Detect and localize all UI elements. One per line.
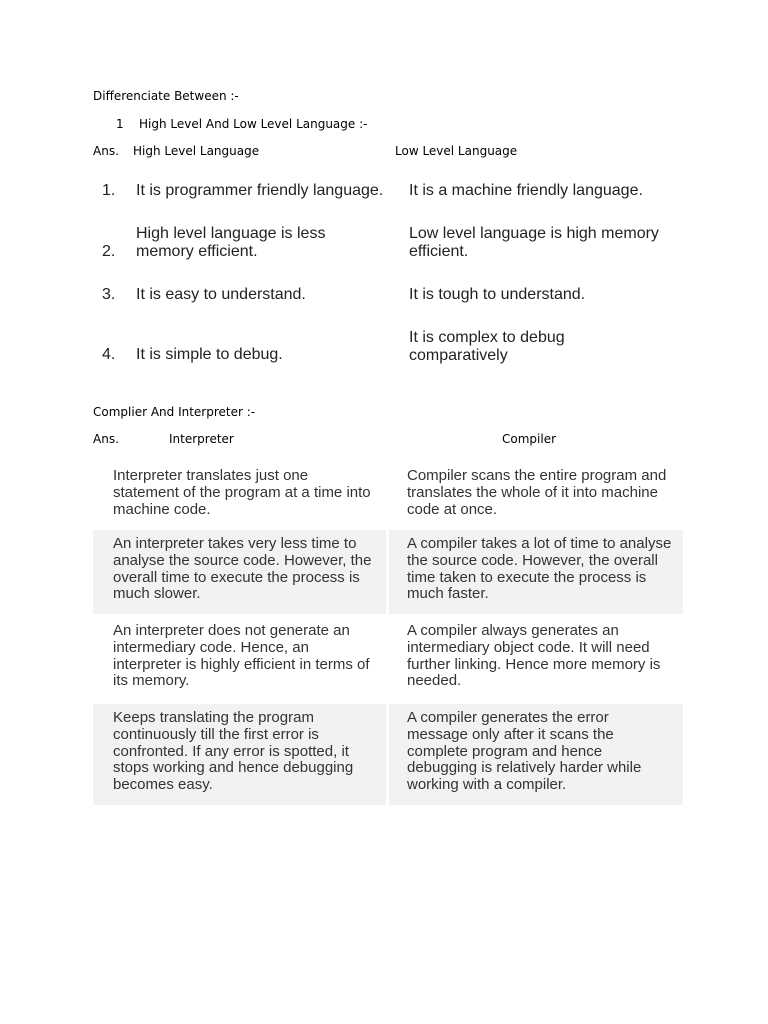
section1-column-header-high: High Level Language <box>133 144 260 158</box>
low-level-cell: It is a machine friendly language. <box>409 182 643 199</box>
high-level-cell: It is simple to debug. <box>136 346 283 363</box>
section2-ans-label: Ans. <box>93 432 119 446</box>
low-level-cell: It is complex to debug comparatively <box>409 329 565 364</box>
interpreter-cell: An interpreter does not generate an intermediary code. Hence, an interpreter is highly efficient in terms of its memory. <box>113 622 370 690</box>
row-number: 3. <box>102 286 116 303</box>
section1-ans-label: Ans. <box>93 144 119 158</box>
section2-column-header-compiler: Compiler <box>502 432 557 446</box>
compiler-cell: A compiler takes a lot of time to analyse the source code. However, the overall time taken to execute the process is much faster. <box>389 530 683 614</box>
section2-title: Complier And Interpreter :- <box>93 405 256 419</box>
high-level-cell: It is easy to understand. <box>136 286 306 303</box>
section1-title: High Level And Low Level Language :- <box>139 117 368 131</box>
compiler-cell: A compiler generates the error message only after it scans the complete program and hence debugging is relatively harder while working with a compiler. <box>389 704 683 805</box>
interpreter-cell: Keeps translating the program continuously till the first error is confronted. If any error is spotted, it stops working and hence debugging becomes easy. <box>93 704 386 805</box>
document-heading: Differenciate Between :- <box>93 89 239 103</box>
row-number: 1. <box>102 182 116 199</box>
interpreter-cell: An interpreter takes very less time to analyse the source code. However, the overall time to execute the process is much slower. <box>93 530 386 614</box>
row-number: 4. <box>102 346 116 363</box>
compiler-cell: Compiler scans the entire program and translates the whole of it into machine code at once. <box>407 467 667 518</box>
interpreter-cell: Interpreter translates just one statement of the program at a time into machine code. <box>113 467 371 518</box>
compiler-cell: A compiler always generates an intermediary object code. It will need further linking. Hence more memory is needed. <box>407 622 661 690</box>
section1-number: 1 <box>116 117 124 131</box>
section2-column-header-interpreter: Interpreter <box>169 432 234 446</box>
high-level-cell: It is programmer friendly language. <box>136 182 384 199</box>
low-level-cell: It is tough to understand. <box>409 286 586 303</box>
high-level-cell: High level language is less memory efficient. <box>136 225 326 260</box>
row-number: 2. <box>102 243 116 260</box>
low-level-cell: Low level language is high memory efficient. <box>409 225 659 260</box>
section1-column-header-low: Low Level Language <box>395 144 518 158</box>
